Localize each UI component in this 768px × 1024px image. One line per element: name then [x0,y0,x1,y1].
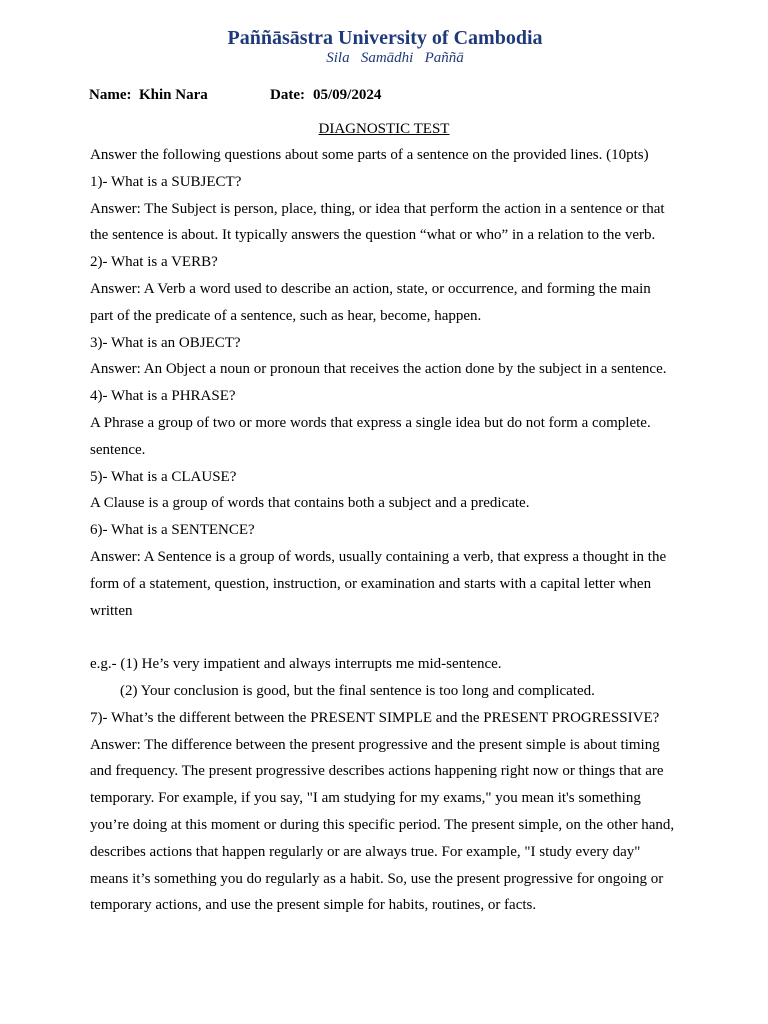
question-7: 7)- What’s the different between the PRESENT SIMPLE and the PRESENT PROGRESSIVE? [90,709,660,726]
answer-2-line-1: Answer: A Verb a word used to describe an action, state, or occurrence, and forming the main [90,280,651,297]
test-heading: DIAGNOSTIC TEST [318,121,450,137]
answer-3: Answer: An Object a noun or pronoun that receives the action done by the subject in a sentence. [90,361,667,378]
question-6: 6)- What is a SENTENCE? [90,522,255,539]
answer-7-line-5: describes actions that happen regularly or are always true. For example, "I study every day" [90,843,641,860]
answer-5: A Clause is a group of words that contains both a subject and a predicate. [90,495,530,512]
answer-7-line-3: temporary. For example, if you say, "I am studying for my exams," you mean it's something [90,790,641,807]
answer-2-line-2: part of the predicate of a sentence, such as hear, become, happen. [90,307,482,324]
answer-6-line-2: form of a statement, question, instruction, or examination and starts with a capital letter when [90,575,652,592]
answer-6-line-1: Answer: A Sentence is a group of words, usually containing a verb, that express a thought in the [90,548,667,565]
answer-1-line-1: Answer: The Subject is person, place, thing, or idea that perform the action in a sentence or that [90,200,665,217]
question-4: 4)- What is a PHRASE? [90,388,236,405]
answer-1-line-2: the sentence is about. It typically answers the question “what or who” in a relation to the verb. [90,227,656,244]
example-1: e.g.- (1) He’s very impatient and always interrupts me mid-sentence. [90,656,502,673]
answer-7-line-2: and frequency. The present progressive describes actions happening right now or things that are [90,763,664,780]
answer-4-line-2: sentence. [90,441,146,458]
answer-6-line-3: written [90,602,133,619]
answer-7-line-6: means it’s something you do regularly as a habit. So, use the present progressive for ongoing or [90,870,664,887]
answer-7-line-4: you’re doing at this moment or during this specific period. The present simple, on the other hand, [90,816,675,833]
question-2: 2)- What is a VERB? [90,254,218,271]
answer-7-line-1: Answer: The difference between the present progressive and the present simple is about timing [90,736,660,753]
name-value: Khin Nara [139,87,208,103]
question-5: 5)- What is a CLAUSE? [90,468,237,485]
example-2: (2) Your conclusion is good, but the final sentence is too long and complicated. [120,682,595,699]
date-label: Date: [270,87,305,103]
instructions: Answer the following questions about some parts of a sentence on the provided lines. (10pts) [90,147,649,163]
answer-7-line-7: temporary actions, and use the present simple for habits, routines, or facts. [90,897,537,914]
question-1: 1)- What is a SUBJECT? [90,173,242,190]
university-motto: Sila Samādhi Paññā [326,50,464,66]
answer-4-line-1: A Phrase a group of two or more words that express a single idea but do not form a complete. [90,414,651,431]
date-value: 05/09/2024 [313,87,382,103]
test-body [90,142,700,919]
name-label: Name: [89,87,132,103]
question-3: 3)- What is an OBJECT? [90,334,241,351]
university-name: Paññāsāstra University of Cambodia [227,27,543,49]
blank-line [90,624,700,651]
